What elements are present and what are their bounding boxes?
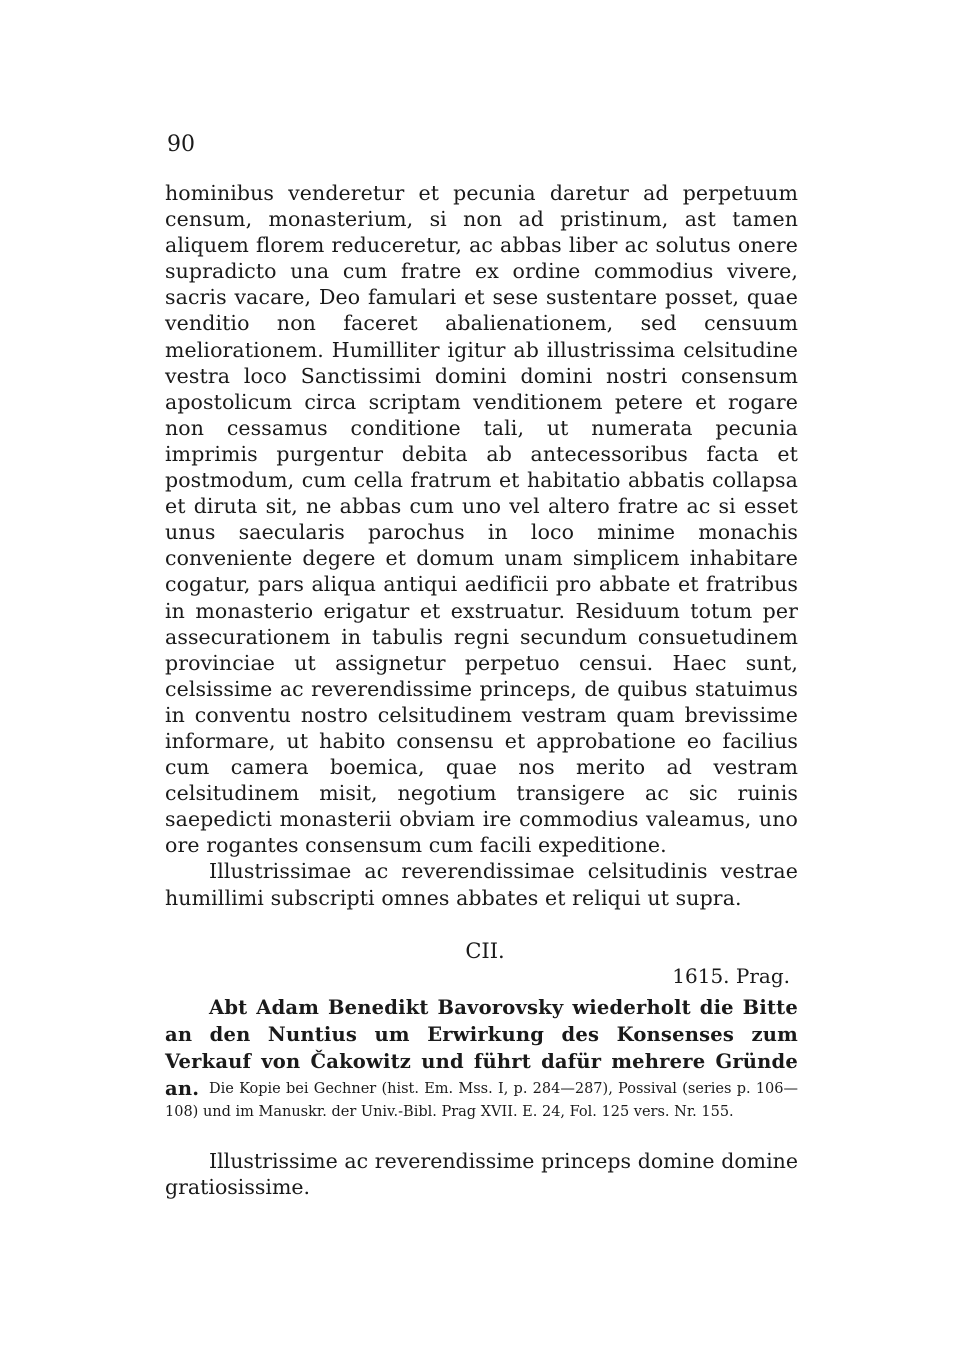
letter-body [165, 180, 798, 911]
document-regest: Abt Adam Benedikt Bavorovsky wiederholt die Bitte an den Nuntius um Erwirkung des Konsenses zum Verkauf von Čakowitz und führt dafür mehrere Gründe an. [165, 996, 798, 1100]
body-paragraph-1: hominibus venderetur et pecunia daretur ad perpetuum censum, monasterium, si non ad pristinum, ast tamen aliquem florem reduceretur, ac abbas liber ac solutus onere supradicto una cum fratre ex ordine commodius vivere, sacris vacare, Deo famulari et sese sustentare posset, quae venditio non faceret abalienationem, sed censuum meliorationem. Humilliter igitur ab illustrissima celsitudine vestra loco Sanctissimi domini domini nostri consensum apostolicum circa scriptam venditionem petere et rogare non cessamus conditione tali, ut numerata pecunia imprimis purgentur debita ab antecessoribus facta et postmodum, cum cella fratrum et habitatio abbatis collapsa et diruta sit, ne abbas cum uno vel altero fratre ac si esset unus saecularis parochus in loco minime monachis conveniente degere et domum unam simplicem inhabitare cogatur, pars aliqua antiqui aedificii pro abbate et fratribus in monasterio erigatur et exstruatur. Residuum totum per assecurationem in tabulis regni secundum consuetudinem provinciae ut assignetur perpetuo censui. Haec sunt, celsissime ac reverendissime princeps, de quibus statuimus in conventu nostro celsitudinem vestram quam brevissime informare, ut habito consensu et approbatione eo facilius cum camera boemica, quae nos merito ad vestram celsitudinem misit, negotium transigere ac sic ruinis saepedicti monasterii obviam ire commodius valeamus, uno ore rogantes consensum cum facili expeditione. [165, 181, 798, 858]
document-date-place: 1615. Prag. [672, 964, 790, 988]
body-paragraph-2: Illustrissimae ac reverendissimae celsitudinis vestrae humillimi subscripti omnes abbates et reliqui ut supra. [165, 859, 798, 910]
salutation: Illustrissime ac reverendissime princeps domine domine gratiosissime. [165, 1149, 798, 1199]
page-number: 90 [167, 132, 195, 157]
document-number: CII. [465, 939, 505, 963]
source-note: Die Kopie bei Gechner (hist. Em. Mss. I, p. 284—287), Possival (series p. 106—108) und im Manuskr. der Univ.-Bibl. Prag XVII. E. 24, Fol. 125 vers. Nr. 155. [165, 1081, 798, 1120]
